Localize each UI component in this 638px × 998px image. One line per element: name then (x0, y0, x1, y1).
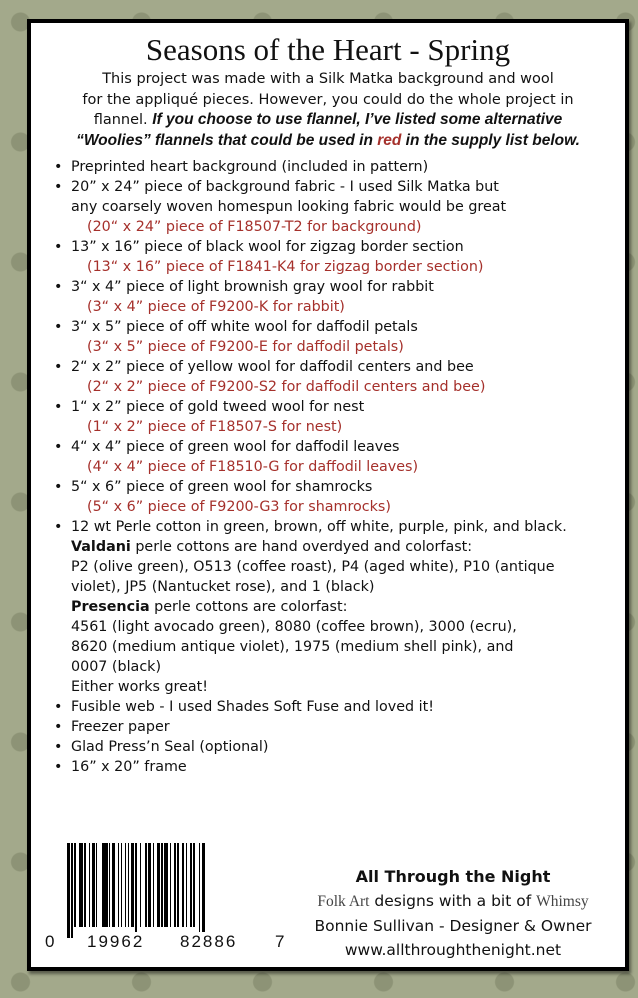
barcode-digits-left: 19962 (87, 932, 145, 951)
presencia-desc: perle cottons are colorfast: (149, 599, 348, 615)
valdani-brand: Valdani (71, 539, 131, 555)
flannel-alternative: (2“ x 2” piece of F9200-S2 for daffodil centers and bee) (87, 379, 486, 395)
supply-item (31, 177, 567, 237)
supply-text: • Preprinted heart background (included in pattern) (71, 159, 429, 175)
supply-text: • 4“ x 4” piece of green wool for daffodil leaves (71, 439, 400, 455)
barcode-bar (186, 843, 187, 927)
barcode-bar (190, 843, 191, 927)
barcode-bar (74, 843, 75, 927)
barcode-bar (153, 843, 154, 927)
supply-item (31, 157, 567, 177)
barcode-bar (125, 843, 126, 927)
flannel-alternative: (13“ x 16” piece of F1841-K4 for zigzag border section) (87, 259, 484, 275)
barcode-bar (135, 843, 136, 938)
supply-text: • Glad Press’n Seal (optional) (71, 739, 269, 755)
supply-text: • 3“ x 5” piece of off white wool for daffodil petals (71, 319, 418, 335)
intro-emphasis: “Woolies” flannels that could be used in (76, 131, 378, 149)
designer-credit: Bonnie Sullivan - Designer & Owner (314, 917, 592, 935)
pattern-back-cover (27, 19, 629, 971)
upc-barcode (43, 843, 287, 953)
intro-emphasis: in the supply list below. (401, 131, 580, 149)
supply-item (31, 237, 567, 277)
barcode-bar (67, 843, 70, 938)
presencia-colors: 0007 (black) (71, 659, 162, 675)
flannel-alternative: (3“ x 5” piece of F9200-E for daffodil petals) (87, 339, 404, 355)
supply-item (31, 717, 567, 737)
barcode-bar (71, 843, 72, 938)
intro-paragraph (31, 69, 625, 151)
website-link[interactable]: www.allthroughthenight.net (344, 941, 562, 959)
supply-text: • 2“ x 2” piece of yellow wool for daffodil centers and bee (71, 359, 474, 375)
barcode-bar (157, 843, 160, 927)
presencia-colors: 4561 (light avocado green), 8080 (coffee brown), 3000 (ecru), (71, 619, 517, 635)
barcode-bar (164, 843, 168, 927)
supply-item (31, 397, 567, 437)
intro-line (31, 110, 625, 131)
supply-text: • 3“ x 4” piece of light brownish gray wool for rabbit (71, 279, 434, 295)
flannel-alternative: (1“ x 2” piece of F18507-S for nest) (87, 419, 343, 435)
barcode-bar (102, 843, 108, 927)
supply-text: • 13” x 16” piece of black wool for zigzag border section (71, 239, 464, 255)
intro-line: This project was made with a Silk Matka background and wool (102, 71, 554, 87)
intro-emphasis: If you choose to use flannel, I’ve listed some alternative (152, 111, 563, 128)
valdani-colors: violet), JP5 (Nantucket rose), and 1 (black) (71, 579, 375, 595)
barcode-bar (118, 843, 119, 927)
flannel-alternative: (3“ x 4” piece of F9200-K for rabbit) (87, 299, 345, 315)
barcode-bar (128, 843, 129, 927)
supply-list (31, 157, 567, 777)
barcode-bar (89, 843, 90, 927)
supply-text: • Freezer paper (71, 719, 170, 735)
supply-text: • 1“ x 2” piece of gold tweed wool for nest (71, 399, 365, 415)
supply-item (31, 277, 567, 317)
valdani-desc: perle cottons are hand overdyed and colorfast: (130, 539, 473, 555)
supply-item-perle-cotton (31, 517, 567, 697)
supply-item (31, 697, 567, 717)
supply-text: • Fusible web - I used Shades Soft Fuse and loved it! (71, 699, 434, 715)
barcode-bar (92, 843, 95, 927)
barcode-bar (174, 843, 175, 927)
supply-item (31, 477, 567, 517)
barcode-bar (193, 843, 194, 927)
barcode-bar (84, 843, 85, 927)
presencia-line (71, 597, 567, 617)
barcode-bar (148, 843, 151, 927)
barcode-bar (109, 843, 110, 927)
flannel-alternative: (5“ x 6” piece of F9200-G3 for shamrocks) (87, 499, 391, 515)
supply-text: any coarsely woven homespun looking fabric would be great (71, 199, 507, 215)
barcode-bar (199, 843, 200, 938)
valdani-colors: P2 (olive green), O513 (coffee roast), P4 (aged white), P10 (antique (71, 559, 555, 575)
supply-text: • 12 wt Perle cotton in green, brown, off white, purple, pink, and black. (71, 519, 567, 535)
barcode-bar (112, 843, 115, 927)
barcode-bar (161, 843, 162, 927)
supply-item (31, 757, 567, 777)
flannel-alternative: (4“ x 4” piece of F18510-G for daffodil leaves) (87, 459, 419, 475)
tagline-folk-art: Folk Art (317, 893, 370, 910)
barcode-digits-right: 82886 (180, 932, 238, 951)
intro-text: flannel. (93, 112, 153, 128)
supply-text: • 20” x 24” piece of background fabric - I used Silk Matka but (71, 179, 499, 195)
barcode-bars (67, 843, 267, 938)
barcode-bar (202, 843, 205, 938)
barcode-bar (170, 843, 171, 927)
supply-text: • 16” x 20” frame (71, 759, 187, 775)
presencia-colors: 8620 (medium antique violet), 1975 (medium shell pink), and (71, 639, 514, 655)
supply-text: • 5“ x 6” piece of green wool for shamrocks (71, 479, 373, 495)
tagline (293, 889, 613, 914)
barcode-bar (131, 843, 134, 927)
tagline-whimsy: Whimsy (536, 893, 589, 910)
brand-name: All Through the Night (355, 867, 551, 886)
red-word: red (377, 131, 402, 149)
barcode-digit-first: 0 (45, 932, 57, 951)
barcode-bar (140, 843, 141, 927)
flannel-alternative: (20“ x 24” piece of F18507-T2 for background) (87, 219, 422, 235)
barcode-bar (145, 843, 146, 927)
supply-item (31, 317, 567, 357)
presencia-colors: Either works great! (71, 679, 209, 695)
publisher-info (293, 865, 613, 962)
presencia-brand: Presencia (71, 599, 150, 615)
intro-line (31, 131, 625, 152)
intro-line: for the appliqué pieces. However, you could do the whole project in (82, 91, 574, 108)
valdani-line (71, 537, 567, 557)
supply-item (31, 737, 567, 757)
barcode-bar (96, 843, 97, 927)
tagline-text: designs with a bit of (369, 892, 537, 910)
supply-item (31, 357, 567, 397)
barcode-bar (177, 843, 178, 927)
page-title: Seasons of the Heart - Spring (145, 32, 511, 67)
barcode-bar (182, 843, 185, 927)
supply-item (31, 437, 567, 477)
barcode-bar (79, 843, 83, 927)
barcode-bar (121, 843, 122, 927)
barcode-digit-last: 7 (275, 932, 287, 951)
